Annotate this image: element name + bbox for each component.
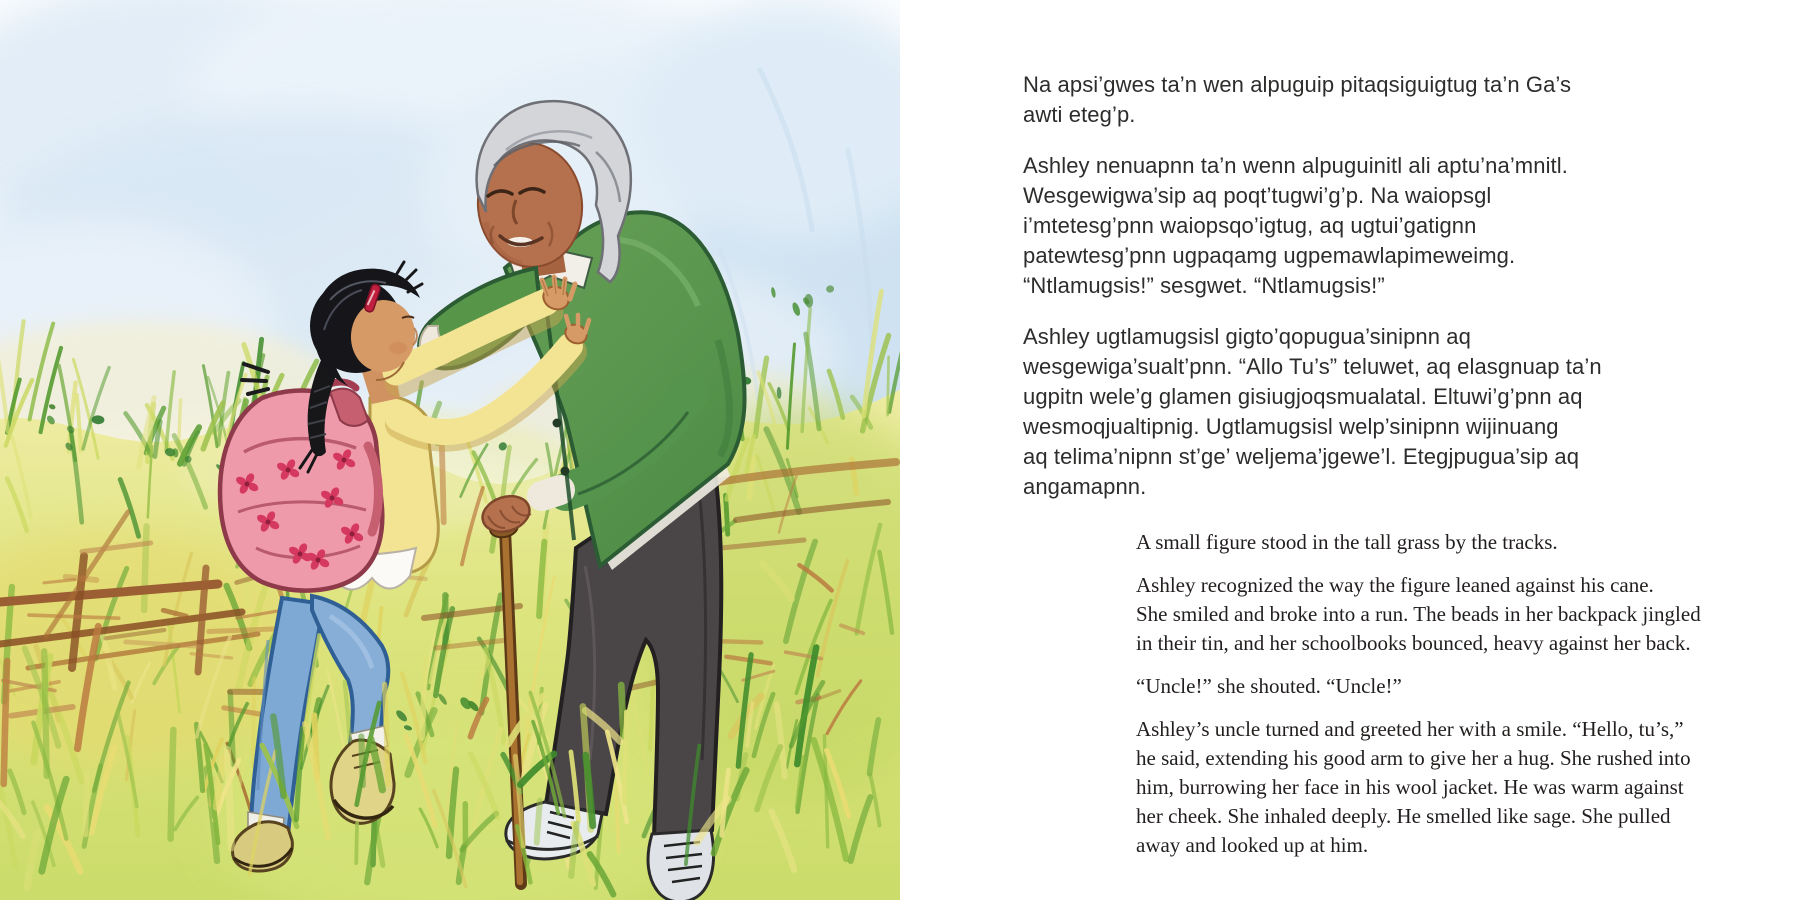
text-line: She smiled and broke into a run. The beads in her backpack jingled <box>1136 602 1701 626</box>
mikmaq-paragraph <box>1023 151 1568 301</box>
text-page <box>900 0 1800 900</box>
english-paragraph <box>1136 528 1696 557</box>
text-line: aq telima’nipnn st’ge’ weljema’jgewe’l. Etegjpugua’sip aq <box>1023 444 1580 469</box>
text-line: “Ntlamugsis!” sesgwet. “Ntlamugsis!” <box>1023 273 1385 298</box>
text-line: awti eteg’p. <box>1023 102 1136 127</box>
text-line: Na apsi’gwes ta’n wen alpuguip pitaqsiguigtug ta’n Ga’s <box>1023 72 1572 97</box>
text-line: patewtesg’pnn ugpaqamg ugpemawlapimeweimg. <box>1023 243 1516 268</box>
text-line: away and looked up at him. <box>1136 833 1369 857</box>
text-line: him, burrowing her face in his wool jacket. He was warm against <box>1136 775 1684 799</box>
text-line: “Uncle!” she shouted. “Uncle!” <box>1136 674 1402 698</box>
text-line: A small figure stood in the tall grass by the tracks. <box>1136 530 1558 554</box>
text-line: Wesgewigwa’sip aq poqt’tugwi’g’p. Na waiopsgl <box>1023 183 1492 208</box>
man-shirt-cuff <box>542 490 560 496</box>
mikmaq-paragraph <box>1023 70 1572 130</box>
text-line: wesmoqjualtipnig. Ugtlamugsisl welp’sinipnn wijinuang <box>1023 414 1559 439</box>
english-paragraph <box>1136 571 1701 658</box>
text-line: i’mtetesg’pnn waiopsqo’igtug, aq ugtui’gatignn <box>1023 213 1477 238</box>
mikmaq-text-block <box>1023 70 1602 523</box>
english-paragraph <box>1136 715 1696 860</box>
text-line: ugpitn wele’g glamen gisiugjoqsmualatal. Eltuwi’g’pnn aq <box>1023 384 1583 409</box>
english-paragraph <box>1136 672 1696 701</box>
text-line: Ashley nenuapnn ta’n wenn alpuguinitl ali aptu’na’mnitl. <box>1023 153 1568 178</box>
text-line: angamapnn. <box>1023 474 1147 499</box>
mikmaq-paragraph <box>1023 322 1602 502</box>
text-line: Ashley recognized the way the figure leaned against his cane. <box>1136 573 1654 597</box>
text-line: her cheek. She inhaled deeply. He smelled like sage. She pulled <box>1136 804 1671 828</box>
text-line: he said, extending his good arm to give her a hug. She rushed into <box>1136 746 1691 770</box>
english-text-block <box>1136 528 1701 874</box>
text-line: wesgewiga’sualt’pnn. “Allo Tu’s” teluwet, aq elasgnuap ta’n <box>1023 354 1602 379</box>
text-line: Ashley’s uncle turned and greeted her with a smile. “Hello, tu’s,” <box>1136 717 1684 741</box>
text-line: Ashley ugtlamugsisl gigto’qopugua’sinipnn aq <box>1023 324 1471 349</box>
text-line: in their tin, and her schoolbooks bounced, heavy against her back. <box>1136 631 1691 655</box>
man-right-sneaker <box>648 830 714 900</box>
